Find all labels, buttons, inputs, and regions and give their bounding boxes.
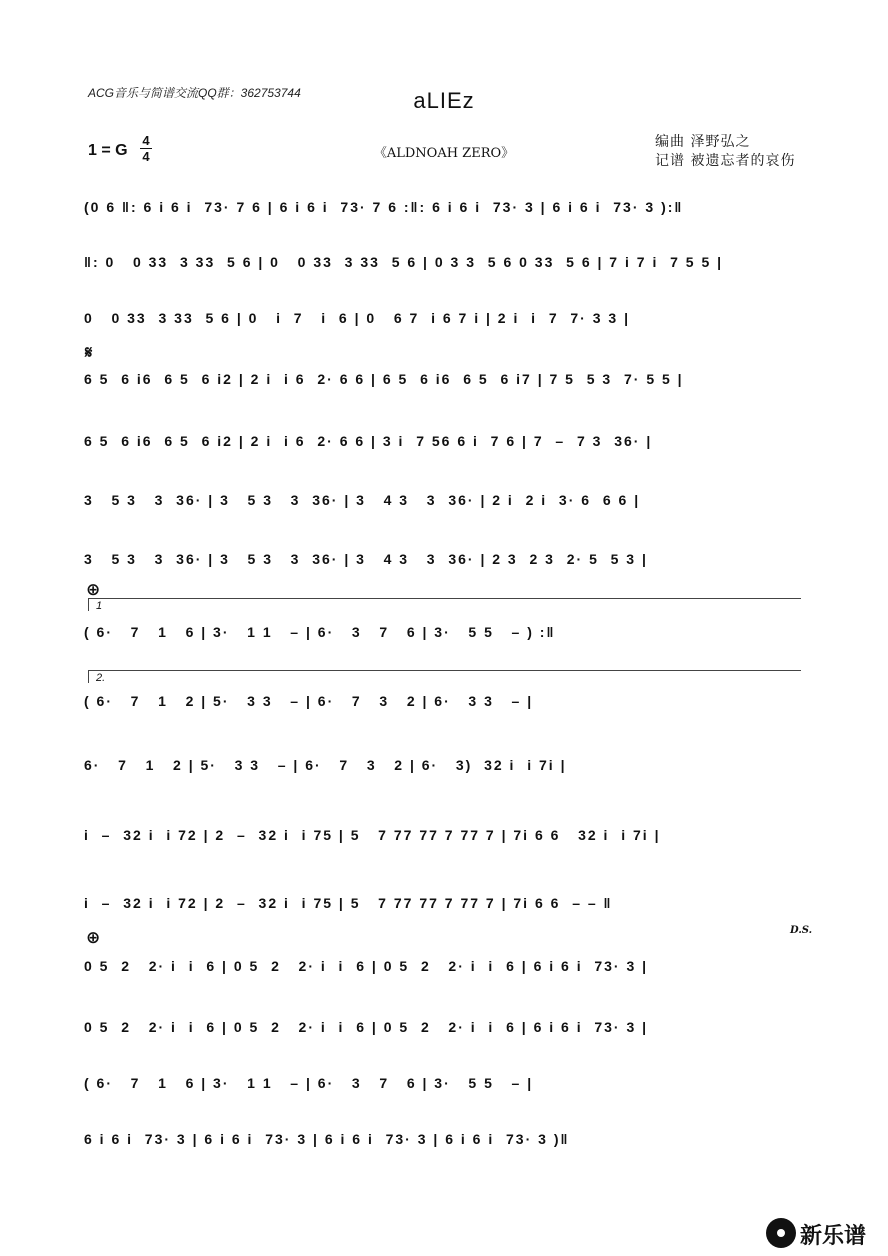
score-row: 6 i 6 i 73· 3 | 6 i 6 i 73· 3 | 6 i 6 i 73· 3 | 6 i 6 i 73· 3 )‖: [84, 1131, 570, 1147]
score-row: 6 5 6 i6 6 5 6 i2 | 2 i i 6 2· 6 6 | 6 5 6 i6 6 5 6 i7 | 7 5 5 3 7· 5 5 |: [84, 371, 684, 387]
score-row: ( 6· 7 1 6 | 3· 1 1 – | 6· 3 7 6 | 3· 5 5 – |: [84, 1075, 534, 1091]
first-ending-bracket: [88, 598, 801, 611]
score-row: ( 6· 7 1 2 | 5· 3 3 – | 6· 7 3 2 | 6· 3 3 – |: [84, 693, 534, 709]
source-title: 《ALDNOAH ZERO》: [373, 146, 515, 161]
ds-marking: D.S.: [790, 925, 813, 936]
logo-text: 新乐谱: [800, 1224, 867, 1249]
arranger: 编曲 泽野弘之: [655, 134, 751, 150]
site-logo: [766, 1216, 876, 1250]
score-row: 0 5 2 2· i i 6 | 0 5 2 2· i i 6 | 0 5 2 2· i i 6 | 6 i 6 i 73· 3 |: [84, 958, 649, 974]
score-row: i – 32 i i 72 | 2 – 32 i i 75 | 5 7 77 77 7 77 7 | 7i 6 6 32 i i 7i |: [84, 827, 661, 843]
score-row: i – 32 i i 72 | 2 – 32 i i 75 | 5 7 77 77 7 77 7 | 7i 6 6 – – ‖: [84, 895, 613, 911]
second-ending-label: 2.: [96, 672, 106, 684]
score-row: 3 5 3 3 36· | 3 5 3 3 36· | 3 4 3 3 36· | 2 i 2 i 3· 6 6 6 |: [84, 492, 641, 508]
first-ending-label: 1: [96, 600, 103, 612]
score-row: 6 5 6 i6 6 5 6 i2 | 2 i i 6 2· 6 6 | 3 i 7 56 6 i 7 6 | 7 – 7 3 36· |: [84, 433, 653, 449]
transcriber: 记谱 被遗忘者的哀伤: [655, 153, 796, 169]
vinyl-disc-icon: [766, 1218, 796, 1248]
score-row: 6· 7 1 2 | 5· 3 3 – | 6· 7 3 2 | 6· 3) 32 i i 7i |: [84, 757, 567, 773]
qq-group-note: ACG音乐与简谱交流QQ群：362753744: [88, 86, 301, 100]
coda-icon: ⊕: [86, 928, 101, 948]
score-row: 0 0 33 3 33 5 6 | 0 i 7 i 6 | 0 6 7 i 6 7 i | 2 i i 7 7· 3 3 |: [84, 310, 630, 326]
key-signature: 1 = G: [88, 142, 128, 159]
second-ending-bracket: [88, 670, 801, 683]
score-row: 0 5 2 2· i i 6 | 0 5 2 2· i i 6 | 0 5 2 2· i i 6 | 6 i 6 i 73· 3 |: [84, 1019, 649, 1035]
coda-icon: ⊕: [86, 580, 101, 600]
score-row: ‖: 0 0 33 3 33 5 6 | 0 0 33 3 33 5 6 | 0 3 3 5 6 0 33 5 6 | 7 i 7 i 7 5 5 |: [84, 254, 724, 270]
time-sig-top: 4: [142, 133, 150, 148]
score-row: (0 6 ‖: 6 i 6 i 73· 7 6 | 6 i 6 i 73· 7 6 :‖: 6 i 6 i 73· 3 | 6 i 6 i 73· 3 ):‖: [84, 199, 684, 215]
segno-icon: 𝄋: [85, 343, 93, 363]
score-row: 3 5 3 3 36· | 3 5 3 3 36· | 3 4 3 3 36· | 2 3 2 3 2· 5 5 3 |: [84, 551, 648, 567]
song-title: aLIEz: [413, 88, 475, 113]
time-sig-bottom: 4: [142, 149, 150, 164]
score-row: ( 6· 7 1 6 | 3· 1 1 – | 6· 3 7 6 | 3· 5 5 – ) :‖: [84, 624, 556, 640]
credits: [655, 133, 795, 171]
